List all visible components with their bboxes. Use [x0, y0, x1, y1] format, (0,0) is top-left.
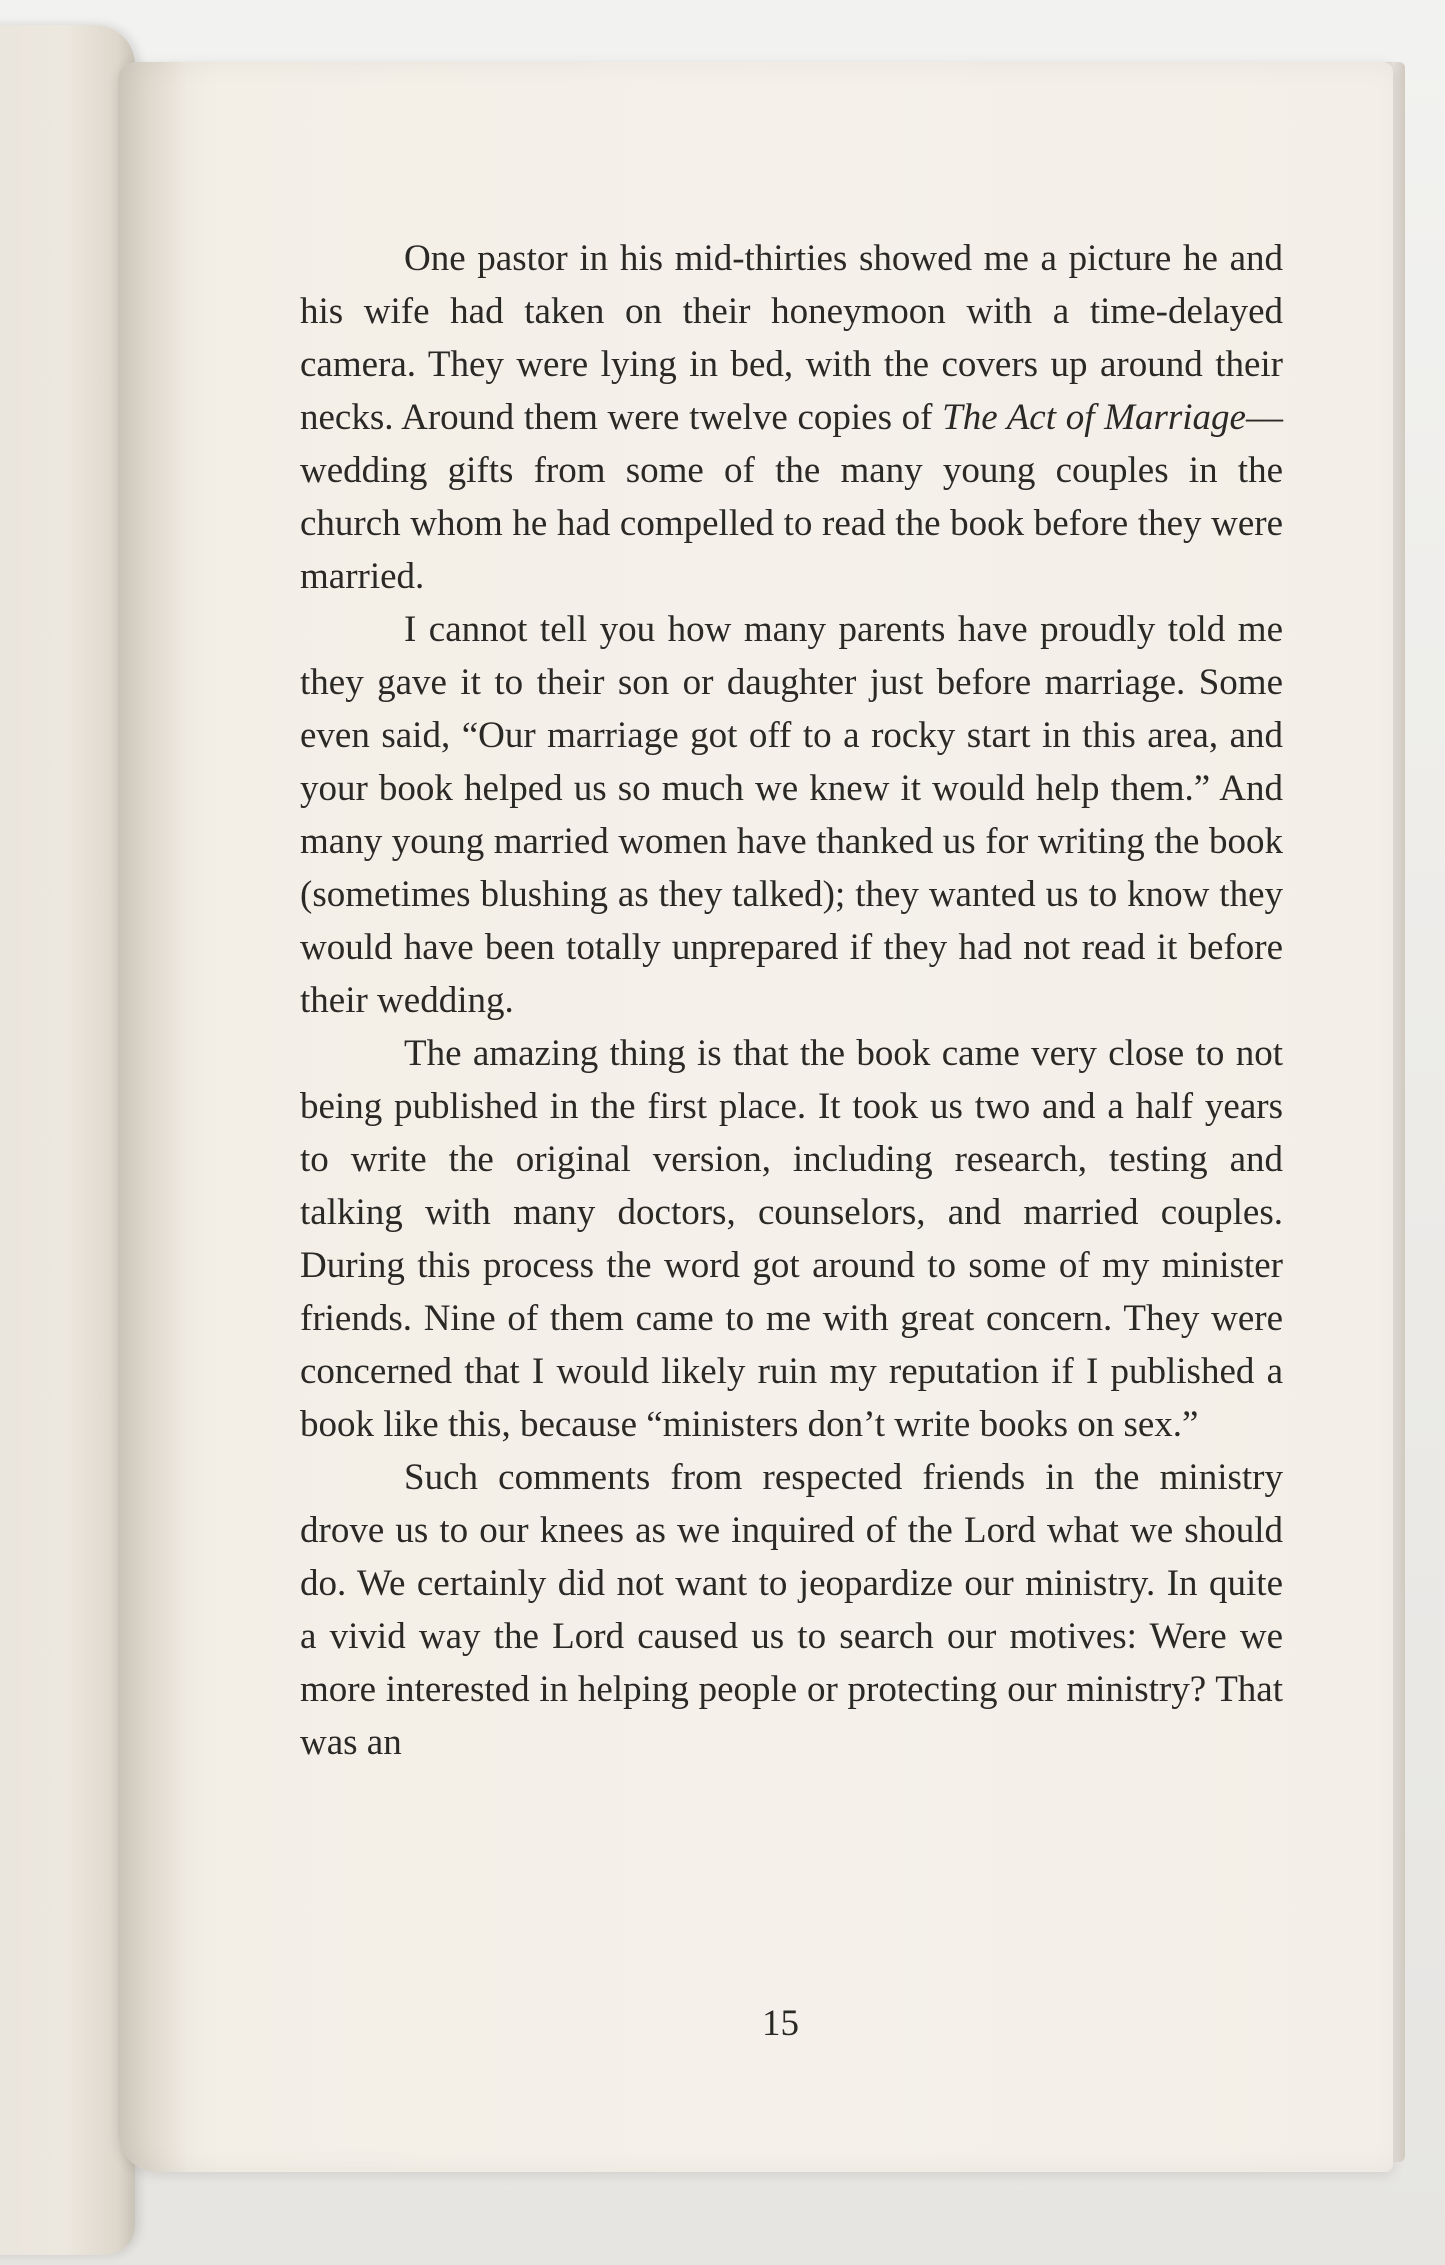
facing-page-edge — [0, 25, 135, 2255]
paragraph-4: Such comments from respected friends in the ministry drove us to our knees as we inquired of the Lord what we should do. We certainly did not want to jeopardize our ministry. In quite a vivid way the Lord caused us to search our motives: Were we more interested in helping people or protecting our ministry? That was an — [300, 1457, 1283, 1763]
book-page — [118, 62, 1393, 2172]
page-number: 15 — [762, 2003, 799, 2044]
book-title: The Act of Marriage — [942, 397, 1246, 438]
body-text — [300, 232, 1283, 1769]
paragraph-1: One pastor in his mid-thirties showed me a picture he and his wife had taken on their honeymoon with a time-delayed camera. They were lying in bed, with the covers up around their necks. Around them were twelve copies of The Act of Marriage—wedding gifts from some of the many young couples in the church whom he had compelled to read the book before they were married. — [300, 238, 1283, 597]
paragraph-2: I cannot tell you how many parents have proudly told me they gave it to their son or daughter just before marriage. Some even said, “Our marriage got off to a rocky start in this area, and your book helped us so much we knew it would help them.” And many young married women have thanked us for writing the book (sometimes blushing as they talked); they wanted us to know they would have been totally unprepared if they had not read it before their wedding. — [300, 609, 1283, 1021]
gutter-shadow — [118, 62, 188, 2172]
paragraph-3: The amazing thing is that the book came very close to not being published in the first place. It took us two and a half years to write the original version, including research, testing and talking with many doctors, counselors, and married couples. During this process the word got around to some of my minister friends. Nine of them came to me with great concern. They were concerned that I would likely ruin my reputation if I published a book like this, because “ministers don’t write books on sex.” — [300, 1033, 1283, 1445]
